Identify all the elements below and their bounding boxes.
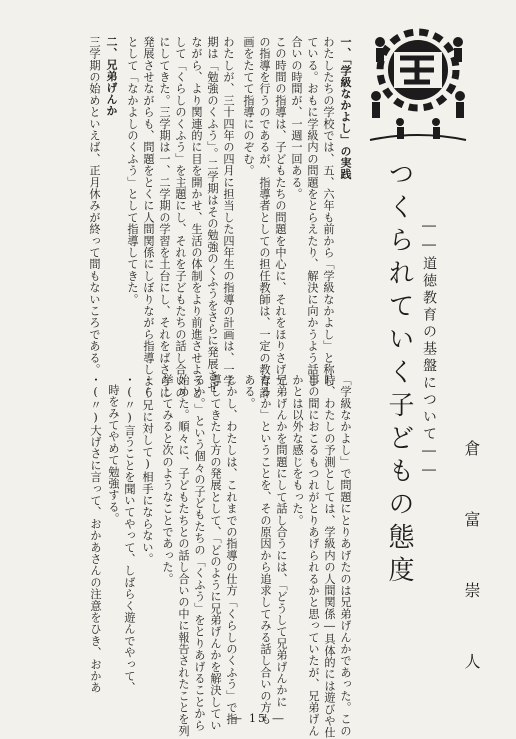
text-line: ながら、より関連的に目を開かせ、生活の体制をより前進させようと xyxy=(190,36,203,399)
text-line: ある。 xyxy=(243,374,256,410)
text-line: ている。おもに学級内の問題をとらえたり、解決に向かうよう話し xyxy=(306,36,319,387)
text-line: 兄弟げんかを問題にして話し合うには、「どうして兄弟げんかに xyxy=(275,374,288,708)
text-line: わたしたちの学校では、五、六年も前から「学級なかよし」と称し xyxy=(322,36,335,387)
text-line: 発展させながらも、問題をとくに人間関係にしぼりながら指導しよう xyxy=(142,36,155,399)
text-line: の指導を行うのであるが、指導者としての担任教師は、一定の教育計 xyxy=(258,36,271,399)
text-line: 事の間におこるもつれがとりあげられるかと思っていたが、兄弟げん xyxy=(307,374,320,737)
text-line: 始めた。順々に、子どもたちとの話し合いの中に報告されたことを列 xyxy=(177,374,190,737)
article-subtitle: ――道徳教育の基盤について―― xyxy=(421,218,437,481)
text-line: 時、わたしの予測としては、学級内の人間関係―具体的には遊びや仕 xyxy=(323,374,336,739)
text-line: この時間の指導は、子どもたちの問題を中心に、それをほりさげて xyxy=(274,36,287,387)
text-line: 画をたてて指導にのぞむ。 xyxy=(242,36,255,177)
text-line: 時をみてやめて勉強する。 xyxy=(107,384,120,525)
text-line: しかし、わたしは、これまでの指導の仕方「くらしのくふう」で指 xyxy=(225,374,238,725)
text-line: 三学期の始めといえば、正月休みが終って間もないころである。 xyxy=(88,36,101,376)
text-line: 期は「勉強のくふう」。二学期はその勉強のくふうをさらに発展させ xyxy=(206,36,219,394)
text-line: かとは以外な感じをもった。 xyxy=(291,374,304,527)
text-line: るか。」という個々の子どもたちの「くふう」をとりあげることから xyxy=(193,374,206,732)
text-line: 合いの時間が、一週一回ある。 xyxy=(290,36,303,200)
text-line: として「なかよしのくふう」として指導してきた。 xyxy=(126,36,139,306)
text-line: にしてきた。三学期は一、二学期の学習を土台にし、それをばさらに xyxy=(158,36,171,399)
list-item: ・(〃)言うことを聞いてやって、しばらく遊んでやって、 xyxy=(123,374,136,694)
section-heading-1: 一、「学級なかよし」の実践 xyxy=(339,36,352,180)
section-heading-2: 二、兄弟げんか xyxy=(105,36,118,117)
author-name: 倉 富 崇 人 xyxy=(462,440,481,687)
text-line: 「学級なかよし」で問題にとりあげたのは兄弟げんかであった。この xyxy=(339,374,352,737)
text-line: なるか」ということを、その原因から追求してみる話し合いの方も xyxy=(259,374,272,725)
list-item: ・(兄に対して)相手にならない。 xyxy=(141,374,154,565)
text-line: して「くらしのくふう」を主題にし、それを子どもたちの話し合いの xyxy=(174,36,187,399)
text-line: わたしが、三十四年の四月に担当した四年生の指導の計画は、一学 xyxy=(222,36,235,387)
list-item: ・(〃)大げさに言って、おかあさんの注意をひき、おかあ xyxy=(89,374,102,694)
text-line: 挙してみると次のようなことであった。 xyxy=(161,374,174,585)
page-number: ― 15 ― xyxy=(230,712,286,725)
emblem-icon xyxy=(360,12,476,152)
article-title: つくられていく子どもの態度 xyxy=(384,160,414,589)
text-line: 導してきたし方の発展として、「どのように兄弟げんかを解決してい xyxy=(209,374,222,732)
